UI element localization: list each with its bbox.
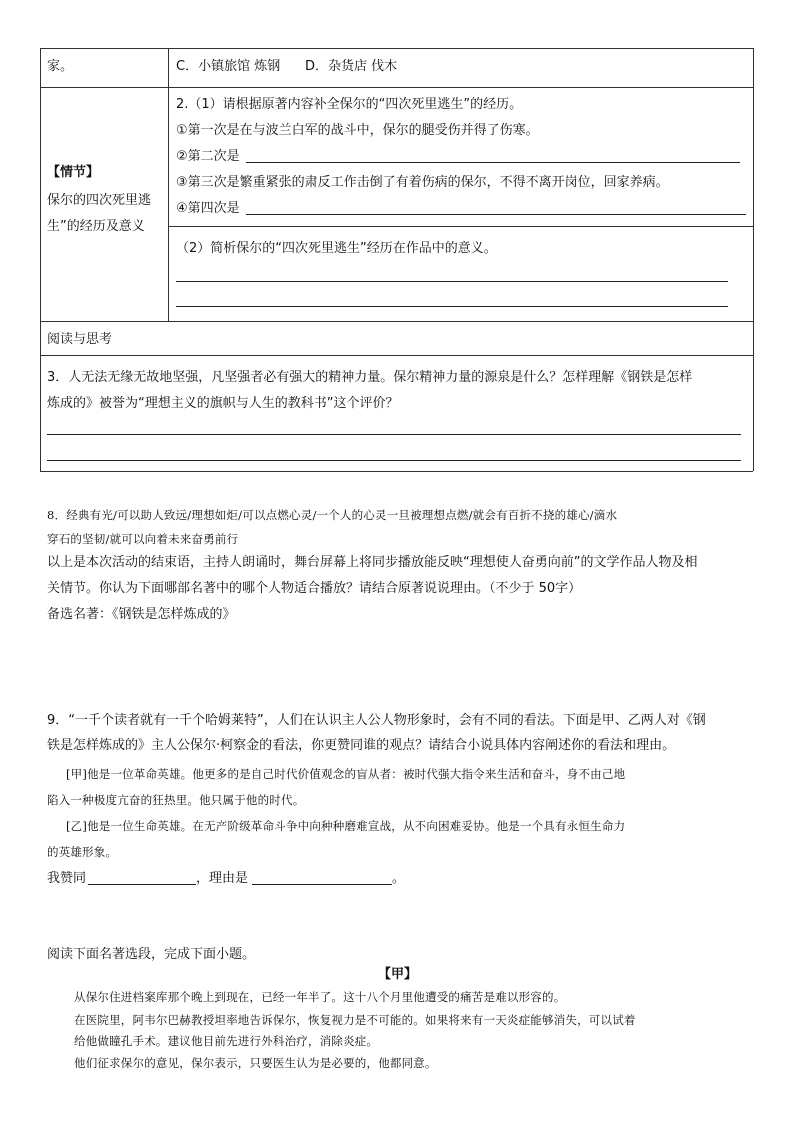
table-border-left	[40, 48, 41, 471]
passage-title: 【甲】	[378, 967, 418, 982]
answer-line[interactable]	[176, 306, 728, 307]
q2-item-2: ②第二次是	[176, 149, 240, 164]
reading-section-header: 阅读与思考	[47, 332, 113, 347]
plot-section-title: 【情节】	[47, 165, 100, 180]
answer-blank-reason[interactable]	[252, 884, 392, 885]
q2-item-4: ④第四次是	[176, 201, 240, 216]
table-border-right	[753, 48, 754, 471]
q3-line2: 炼成的》被誉为“理想主义的旗帜与人生的教科书”这个评价？	[47, 396, 399, 411]
q9-line1: 9．“一千个读者就有一千个哈姆莱特”，人们在认识主人公人物形象时，会有不同的看法。下面是甲、乙两人对《钢	[47, 713, 706, 728]
q8-quote-line2: 穿石的坚韧/就可以向着未来奋勇前行	[47, 532, 239, 546]
q3-line1: 3．人无法无缘无故地坚强，凡坚强者必有强大的精神力量。保尔精神力量的源泉是什么？怎样理解《钢铁是怎样	[47, 370, 693, 385]
plot-section-desc-line1: 保尔的四次死里逃	[47, 193, 152, 208]
row1-options-text: C．小镇旅馆 炼钢 D．杂货店 伐木	[176, 59, 398, 74]
table-border	[40, 321, 753, 322]
passage-paragraph-2-line2: 给他做瞳孔手术。建议他目前先进行外科治疗，消除炎症。	[74, 1034, 379, 1048]
passage-paragraph-3: 他们征求保尔的意见，保尔表示，只要医生认为是必要的，他都同意。	[74, 1056, 437, 1070]
q8-candidate: 备选名著：《钢铁是怎样炼成的》	[47, 607, 236, 622]
q8-body-line1: 以上是本次活动的结束语，主持人朗诵时，舞台屏幕上将同步播放能反映“理想使人奋勇向前”的文学作品人物及相	[47, 555, 698, 570]
answer-blank-item-4[interactable]	[246, 214, 746, 215]
passage-intro: 阅读下面名著选段，完成下面小题。	[47, 947, 256, 962]
table-border	[168, 226, 753, 227]
table-border-bottom	[40, 471, 753, 472]
q8-body-line2: 关情节。你认为下面哪部名著中的哪个人物适合播放？请结合原著说说理由。（不少于 50字）	[47, 581, 582, 596]
row1-left-text: 家。	[47, 59, 74, 74]
q2-part2: （2）简析保尔的“四次死里逃生”经历在作品中的意义。	[176, 241, 497, 256]
answer-blank-agree[interactable]	[88, 884, 196, 885]
q9-jia-line1: [甲]他是一位革命英雄。他更多的是自己时代价值观念的盲从者：被时代强大指令来生活和奋斗，身不由己地	[66, 767, 626, 781]
q9-jia-line2: 陷入一种极度亢奋的狂热里。他只属于他的时代。	[47, 793, 305, 807]
q2-item-1: ①第一次是在与波兰白军的战斗中，保尔的腿受伤并得了伤寒。	[176, 123, 539, 138]
q9-agree-end: 。	[392, 871, 406, 886]
q2-intro: 2.（1）请根据原著内容补全保尔的“四次死里逃生”的经历。	[176, 97, 523, 112]
answer-line[interactable]	[47, 434, 741, 435]
q8-quote-line1: 8．经典有光/可以助人致远/理想如炬/可以点燃心灵/一个人的心灵一旦被理想点燃/就会有百折不挠的雄心/滴水	[47, 508, 618, 522]
q2-item-3: ③第三次是繁重紧张的肃反工作击倒了有着伤病的保尔，不得不离开岗位，回家养病。	[176, 175, 669, 190]
q9-yi-line1: [乙]他是一位生命英雄。在无产阶级革命斗争中向种种磨难宣战，从不向困难妥协。他是一个具有永恒生命力	[66, 819, 626, 833]
passage-paragraph-1: 从保尔住进档案库那个晚上到现在，已经一年半了。这十八个月里他遭受的痛苦是难以形容的。	[74, 990, 566, 1004]
table-column-divider	[168, 48, 169, 321]
answer-line[interactable]	[47, 460, 741, 461]
q9-agree-middle: ，理由是	[196, 871, 249, 886]
answer-blank-item-2[interactable]	[246, 162, 740, 163]
passage-paragraph-2-line1: 在医院里，阿韦尔巴赫教授坦率地告诉保尔，恢复视力是不可能的。如果将来有一天炎症能够消失，可以试着	[74, 1013, 636, 1027]
table-border	[40, 355, 753, 356]
table-border	[40, 87, 753, 88]
q9-yi-line2: 的英雄形象。	[47, 845, 118, 859]
answer-line[interactable]	[176, 281, 728, 282]
table-border-top	[40, 48, 753, 49]
plot-section-desc-line2: 生”的经历及意义	[47, 219, 145, 234]
q9-line2: 铁是怎样炼成的》主人公保尔·柯察金的看法，你更赞同谁的观点？请结合小说具体内容阐述你的看法和理由。	[47, 738, 676, 753]
q9-agree-prefix: 我赞同	[47, 871, 87, 886]
